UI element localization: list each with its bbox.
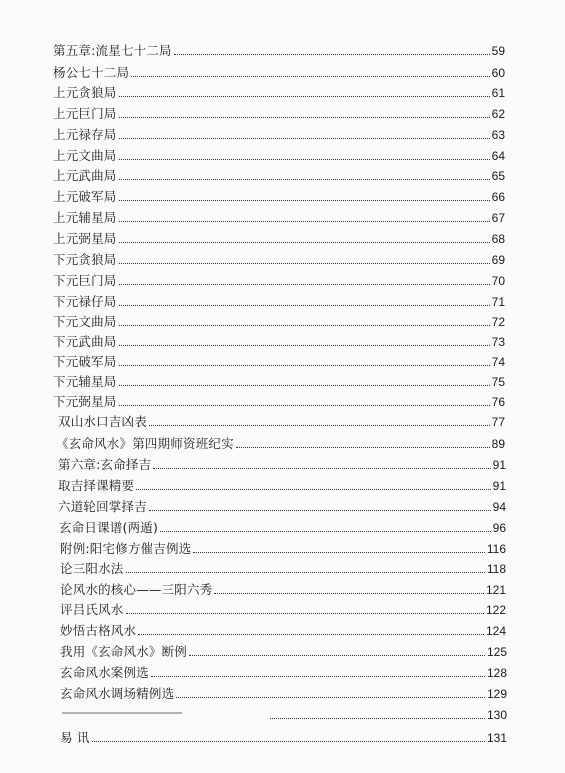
dot-leader: [176, 697, 485, 698]
toc-entry-page: 74: [491, 355, 505, 369]
dot-leader: [119, 305, 490, 306]
toc-entry-title: 下元破军局: [53, 354, 117, 369]
toc-entry-page: 122: [485, 603, 506, 617]
toc-entry-page: 77: [491, 415, 505, 429]
toc-entry: [53, 82, 505, 100]
toc-entry: [53, 391, 505, 409]
toc-entry: [59, 517, 506, 535]
dot-leader: [193, 552, 484, 553]
toc-entry-title: 论风水的核心——三阳六秀: [60, 582, 213, 597]
dot-leader: [119, 138, 490, 139]
toc-entry-page: 131: [486, 731, 507, 745]
toc-entry-title: 评吕氏风水: [60, 602, 124, 617]
toc-entry-title: 下元巨门局: [53, 273, 117, 288]
toc-entry-title: 我用《玄命风水》断例: [60, 644, 188, 659]
toc-entry: [60, 727, 507, 745]
dot-leader: [119, 221, 490, 222]
toc-entry-page: 69: [491, 253, 505, 267]
toc-entry-title: 双山水口吉凶表: [58, 414, 147, 429]
toc-entry-title: 第五章:流星七十二局: [53, 43, 172, 58]
toc-entry: [60, 620, 506, 638]
dot-leader: [138, 634, 484, 635]
toc-entry-title: 妙悟古格风水: [60, 623, 137, 638]
toc-entry: [60, 538, 506, 556]
toc-entry-title: 下元文曲局: [53, 314, 117, 329]
dot-leader: [189, 655, 485, 656]
toc-entry-title: 上元弼星局: [53, 231, 117, 246]
toc-entry: [53, 145, 505, 163]
dot-leader: [131, 76, 489, 77]
toc-entry-title: 第六章:玄命择吉: [58, 457, 152, 472]
toc-entry: [53, 311, 505, 329]
dot-leader: [149, 510, 491, 511]
toc-entry-title: 上元破军局: [53, 189, 117, 204]
toc-entry: [53, 371, 505, 389]
toc-entry: [53, 249, 505, 267]
toc-entry-title: 上元文曲局: [53, 148, 117, 163]
toc-entry: [53, 331, 505, 349]
toc-entry-title: 玄命日课谱(两遁): [59, 520, 159, 535]
toc-entry-title: 上元贪狼局: [53, 85, 117, 100]
toc-entry: [53, 62, 505, 80]
toc-entry-title: 上元巨门局: [53, 106, 117, 121]
toc-entry-page: 118: [486, 562, 506, 576]
toc-entry-title: 附例:阳宅修方催吉例选: [60, 541, 192, 556]
dot-leader: [214, 593, 484, 594]
toc-entry-page: 94: [492, 500, 506, 514]
toc-entry: [58, 496, 506, 514]
toc-entry-page: 73: [491, 335, 505, 349]
toc-entry-page: 121: [485, 583, 506, 597]
toc-entry-page: 91: [492, 479, 506, 493]
toc-entry-title: 上元辅星局: [53, 210, 117, 225]
dot-leader: [174, 54, 490, 55]
toc-entry-page: 71: [491, 295, 505, 309]
dot-leader: [149, 425, 490, 426]
toc-entry: [60, 558, 506, 576]
dot-leader: [119, 365, 490, 366]
dot-leader: [119, 405, 490, 406]
toc-entry-title: 玄命风水调场精例选: [60, 686, 175, 701]
dot-leader: [119, 117, 490, 118]
toc-entry: [58, 411, 505, 429]
toc-entry-page: 125: [486, 645, 507, 659]
toc-entry: [58, 454, 506, 472]
toc-entry-page: 129: [486, 687, 507, 701]
toc-entry-title: 上元武曲局: [53, 168, 117, 183]
toc-entry-page: 96: [492, 521, 506, 535]
toc-entry-page: 67: [491, 211, 505, 225]
toc-entry-page: 116: [486, 542, 506, 556]
toc-entry-page: 59: [491, 44, 505, 58]
dot-leader: [119, 96, 490, 97]
toc-entry-page: 66: [491, 190, 505, 204]
toc-entry-page: 128: [486, 666, 507, 680]
dot-leader: [236, 447, 490, 448]
toc-entry: [53, 40, 505, 58]
toc-entry-page: 70: [491, 274, 505, 288]
toc-entry: [268, 704, 507, 722]
toc-entry: [53, 351, 505, 369]
dot-leader: [119, 159, 490, 160]
toc-entry-page: 61: [491, 86, 505, 100]
dot-leader: [119, 242, 490, 243]
dot-leader: [126, 613, 484, 614]
toc-entry-title: 下元禄仔局: [53, 294, 117, 309]
toc-entry-page: 60: [491, 66, 505, 80]
toc-entry: [58, 475, 506, 493]
toc-entry: [53, 228, 505, 246]
toc-entry: [53, 165, 505, 183]
toc-entry: [60, 579, 506, 597]
toc-entry: [60, 641, 507, 659]
toc-entry: [53, 291, 505, 309]
dot-leader: [119, 385, 490, 386]
dot-leader: [270, 718, 485, 719]
toc-entry: [53, 186, 505, 204]
toc-entry: [53, 270, 505, 288]
toc-entry-page: 76: [491, 395, 505, 409]
toc-entry-page: 65: [491, 169, 505, 183]
dot-leader: [136, 489, 490, 490]
toc-entry-title: 下元辅星局: [53, 374, 117, 389]
dot-leader: [92, 741, 485, 742]
dot-leader: [151, 676, 485, 677]
toc-entry-title: 论三阳水法: [60, 561, 124, 576]
toc-entry-title: 下元贪狼局: [53, 252, 117, 267]
toc-entry: [53, 207, 505, 225]
toc-entry: [60, 662, 507, 680]
toc-entry: [60, 683, 507, 701]
toc-entry-title: 《玄命风水》第四期师资班纪实: [56, 436, 234, 451]
toc-entry-title: 取吉择课精要: [58, 478, 135, 493]
dot-leader: [119, 263, 490, 264]
toc-entry: [60, 599, 506, 617]
toc-entry-title: 下元弼星局: [53, 394, 117, 409]
toc-entry-title: 下元武曲局: [53, 334, 117, 349]
toc-entry-page: 64: [491, 149, 505, 163]
toc-entry-page: 91: [492, 458, 506, 472]
dot-leader: [119, 200, 490, 201]
toc-entry-page: 72: [491, 315, 505, 329]
toc-entry: [53, 124, 505, 142]
dot-leader: [153, 468, 490, 469]
dot-leader: [119, 325, 490, 326]
toc-entry-title: 玄命风水案例选: [60, 665, 149, 680]
toc-entry-title: 易 讯: [60, 730, 90, 745]
dot-leader: [160, 531, 491, 532]
toc-entry-page: 62: [491, 107, 505, 121]
dot-leader: [126, 572, 485, 573]
toc-entry-title: 六道轮回掌择吉: [58, 499, 147, 514]
toc-entry: [53, 103, 505, 121]
toc-entry-title: 上元禄存局: [53, 127, 117, 142]
dot-leader: [119, 284, 490, 285]
toc-entry-title: 杨公七十二局: [53, 65, 130, 80]
toc-entry-page: 130: [486, 708, 507, 722]
dot-leader: [119, 179, 490, 180]
toc-entry: [56, 433, 505, 451]
toc-entry-page: 75: [491, 375, 505, 389]
dot-leader: [119, 345, 490, 346]
toc-entry-page: 89: [491, 437, 505, 451]
toc-entry-page: 63: [491, 128, 505, 142]
toc-entry-page: 124: [485, 624, 506, 638]
toc-entry-page: 68: [491, 232, 505, 246]
print-smudge: [62, 712, 182, 714]
